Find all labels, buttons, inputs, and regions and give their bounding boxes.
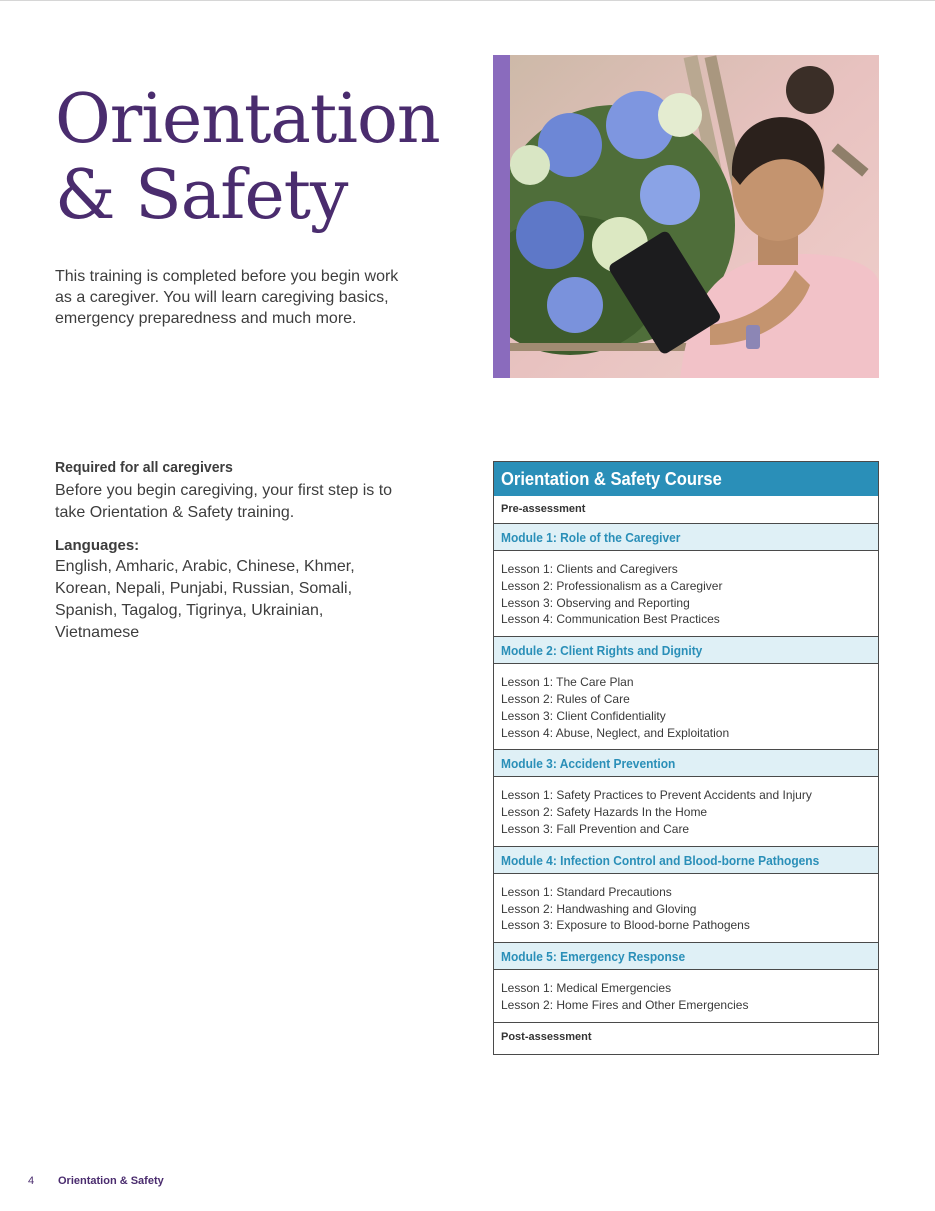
lesson-item: Lesson 1: Medical Emergencies <box>501 981 672 996</box>
lesson-list <box>494 970 878 1022</box>
lesson-item: Lesson 1: Safety Practices to Prevent Accidents and Injury <box>501 788 812 803</box>
languages-list: English, Amharic, Arabic, Chinese, Khmer, Korean, Nepali, Punjabi, Russian, Somali, Spanish, Tagalog, Tigrinya, Ukrainian, Vietnamese <box>55 558 355 641</box>
lesson-list <box>494 874 878 942</box>
pre-assessment-row: Pre-assessment <box>501 503 586 515</box>
lesson-item: Lesson 2: Safety Hazards In the Home <box>501 805 708 820</box>
footer-section-title: Orientation & Safety <box>58 1175 164 1187</box>
lesson-list <box>494 551 878 636</box>
lesson-item: Lesson 1: Clients and Caregivers <box>501 562 678 576</box>
lesson-item: Lesson 2: Home Fires and Other Emergencies <box>501 997 749 1012</box>
module-heading: Module 5: Emergency Response <box>494 942 878 970</box>
module-2 <box>494 636 878 749</box>
module-heading: Module 3: Accident Prevention <box>494 749 878 777</box>
module-heading: Module 1: Role of the Caregiver <box>494 523 878 551</box>
title-line-2: & Safety <box>55 156 348 235</box>
course-title: Orientation & Safety Course <box>494 462 878 496</box>
lesson-item: Lesson 3: Exposure to Blood-borne Pathogens <box>501 918 750 933</box>
photo-accent-bar <box>493 55 510 378</box>
lesson-item: Lesson 2: Handwashing and Gloving <box>501 901 697 916</box>
lesson-item: Lesson 3: Fall Prevention and Care <box>501 821 690 836</box>
lesson-item: Lesson 3: Client Confidentiality <box>501 708 666 723</box>
lesson-item: Lesson 3: Observing and Reporting <box>501 595 690 610</box>
lesson-list <box>494 777 878 845</box>
lesson-item: Lesson 1: Standard Precautions <box>501 884 672 899</box>
top-rule <box>0 0 935 1</box>
post-assessment-row: Post-assessment <box>494 1022 878 1050</box>
lesson-item: Lesson 2: Rules of Care <box>501 691 630 706</box>
lesson-item: Lesson 4: Communication Best Practices <box>501 612 720 627</box>
module-4 <box>494 846 878 942</box>
module-3 <box>494 749 878 845</box>
required-heading: Required for all caregivers <box>55 459 233 476</box>
lesson-item: Lesson 2: Professionalism as a Caregiver <box>501 578 723 593</box>
languages-heading: Languages: <box>55 537 140 554</box>
module-heading: Module 2: Client Rights and Dignity <box>494 636 878 664</box>
module-1 <box>494 523 878 636</box>
module-5 <box>494 942 878 1022</box>
module-heading: Module 4: Infection Control and Blood-borne Pathogens <box>494 846 878 874</box>
photo-illustration <box>510 55 879 378</box>
caregiver-photo <box>493 55 879 378</box>
lesson-list <box>494 664 878 749</box>
course-table <box>493 461 879 1055</box>
title-line-1: Orientation <box>55 80 440 159</box>
lesson-item: Lesson 1: The Care Plan <box>501 675 634 690</box>
intro-text: This training is completed before you begin work as a caregiver. You will learn caregiving basics, emergency preparedness and much more. <box>55 268 399 327</box>
page-title <box>55 82 475 234</box>
page-number: 4 <box>28 1175 35 1187</box>
required-text: Before you begin caregiving, your first step is to take Orientation & Safety training. <box>55 482 393 521</box>
lesson-item: Lesson 4: Abuse, Neglect, and Exploitation <box>501 725 730 740</box>
